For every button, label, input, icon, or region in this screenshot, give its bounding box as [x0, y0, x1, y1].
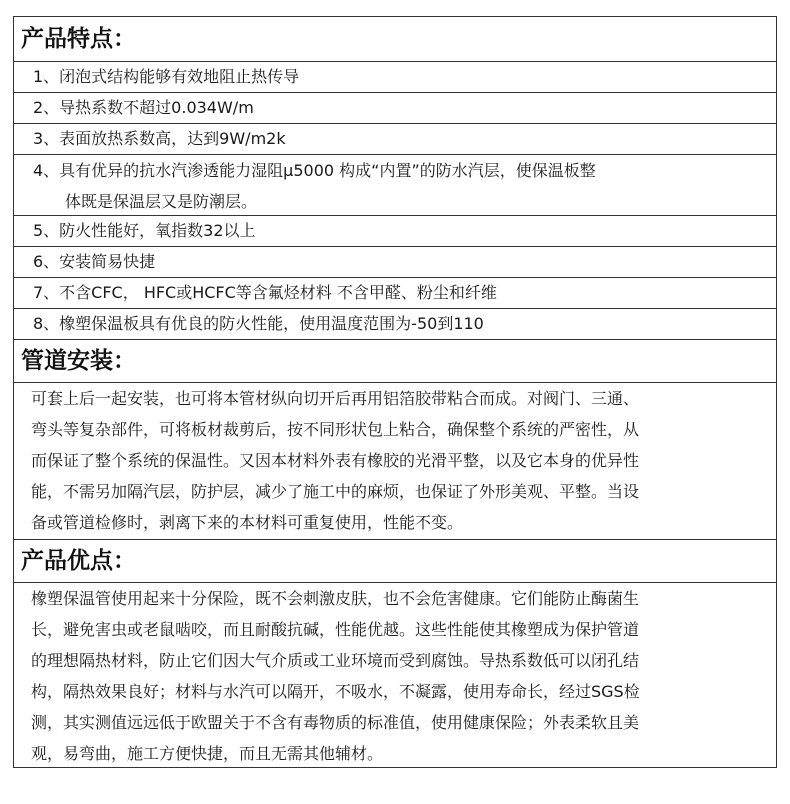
advantages-line: 橡塑保温管使用起来十分保险，既不会刺激皮肤，也不会危害健康。它们能防止酶菌生	[31, 589, 640, 608]
feature-item-3: 3、表面放热系数高，达到9W/m2k	[13, 124, 777, 155]
installation-line: 能，不需另加隔汽层，防护层，减少了施工中的麻烦，也保证了外形美观、平整。当设	[31, 482, 640, 501]
feature-item-5: 5、防火性能好，氧指数32以上	[13, 216, 777, 247]
feature-item-4-line-2: 体既是保温层又是防潮层。	[65, 192, 258, 211]
feature-item-7: 7、不含CFC， HFC或HCFC等含氟烃材料 不含甲醛、粉尘和纤维	[13, 278, 777, 309]
feature-item-4	[13, 155, 777, 216]
installation-paragraph	[13, 383, 777, 540]
advantages-line: 的理想隔热材料，防止它们因大气介质或工业环境而受到腐蚀。导热系数低可以闭孔结	[31, 651, 640, 670]
feature-item-6: 6、安装简易快捷	[13, 247, 777, 278]
installation-line: 弯头等复杂部件，可将板材裁剪后，按不同形状包上粘合，确保整个系统的严密性，从	[31, 420, 640, 439]
advantages-line: 观，易弯曲，施工方便快捷，而且无需其他辅材。	[31, 744, 384, 763]
installation-line: 而保证了整个系统的保温性。又因本材料外表有橡胶的光滑平整，以及它本身的优异性	[31, 451, 640, 470]
installation-line: 备或管道检修时，剥离下来的本材料可重复使用，性能不变。	[31, 513, 464, 532]
installation-heading: 管道安装：	[13, 340, 777, 383]
features-heading: 产品特点：	[13, 17, 777, 62]
installation-line: 可套上后一起安装，也可将本管材纵向切开后再用铝箔胶带粘合而成。对阀门、三通、	[31, 389, 640, 408]
advantages-paragraph	[13, 583, 777, 768]
feature-item-2: 2、导热系数不超过0.034W/m	[13, 93, 777, 124]
feature-item-1: 1、闭泡式结构能够有效地阻止热传导	[13, 62, 777, 93]
advantages-line: 构，隔热效果良好；材料与水汽可以隔开，不吸水，不凝露，使用寿命长，经过SGS检	[31, 682, 640, 701]
feature-item-4-line-1: 4、具有优异的抗水汽渗透能力湿阻μ5000 构成“内置”的防水汽层，使保温板整	[33, 161, 596, 180]
advantages-line: 测，其实测值远远低于欧盟关于不含有毒物质的标准值，使用健康保险；外表柔软且美	[31, 713, 640, 732]
advantages-line: 长，避免害虫或老鼠啮咬，而且耐酸抗碱，性能优越。这些性能使其橡塑成为保护管道	[31, 620, 640, 639]
advantages-heading: 产品优点：	[13, 540, 777, 583]
feature-item-8: 8、橡塑保温板具有优良的防火性能，使用温度范围为-50到110	[13, 309, 777, 340]
